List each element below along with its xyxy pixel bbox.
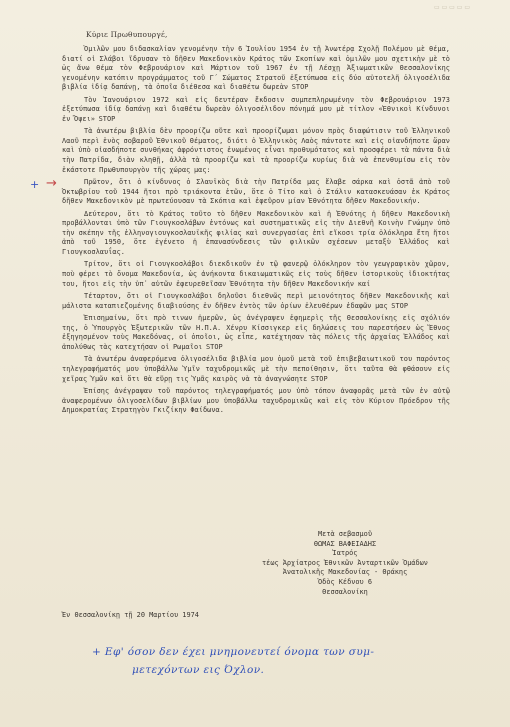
paragraph-6: Τρίτον, ὅτι οἱ Γιουγκοσλάβοι διεκδικοῦν ἐν τῷ φανερῷ ὁλόκληρον τὸν γεωγραφικὸν χῶρον, ποὺ φέρει τὸ ὄνομα Μακεδονία, ὡς ἀνήκοντα δικαιωματικῶς εἰς τοὺς δῆθεν ἱστορικοὺς ἰδιοκτήτας του, ἤτοι εἰς τὴν ὑπ᾽ αὐτῶν ἐφευρεθεῖσαν Ἐθνότητα τὴν δῆθεν Μακεδονικήν καί	[62, 260, 450, 288]
paragraph-8-underlined: Ἐπισημαίνω, ὅτι πρὸ τινων ἡμερῶν, ὡς ἀνέγραψεν ἐφημερὶς τῆς Θεσσαλονίκης εἰς σχόλιόν της, ὁ Ὑπουργὸς Ἐξωτερικῶν τῶν Η.Π.Α. Χένρυ Κίσσιγκερ εἰς δηλώσεις του παρεστήσεν ὡς Ἔθνος ἐξηγησμένον τοὺς Μακεδόνας, οἱ ὁποῖοι, ὡς εἶπε, κατέχτησαν τὰς πόλεις τῆς ἀρχαίας Ἑλλάδος καὶ ἀπολύθως τὰς κατεχτήσαν οἱ Ρωμαῖοι STOP	[62, 314, 450, 351]
handwritten-line-2: μετεχόντων εις Όχλον.	[132, 664, 265, 676]
paragraph-7: Τέταρτον, ὅτι οἱ Γιουγκοσλάβοι δηλοῦσι διεθνῶς περὶ μειονότητος δῆθεν Μακεδονικῆς καὶ μάλιστα καταπιεζομένης διαβιούσης ἐν δῆθεν ἐντὸς τῶν ὁρίων ἐλευθέρων ἐδαφῶν μας STOP	[62, 292, 450, 310]
paragraph-9: Τὰ ἀνωτέρω ἀναφερόμενα ὀλιγοσέλιδα βιβλία μου ὁμοῦ μετὰ τοῦ ἐπιβεβαιωτικοῦ του παρόντος τηλεγραφήματός μου ὑποβάλλω Ὑμῖν ταχυδρομικῶς μὲ τὴν πεποίθησιν, ὅτι ταῦτα θὰ φθάσουν εἰς χεῖρας Ὑμῶν καὶ ὅτι θὰ εὕρῃ τις Ὑμᾶς καιρὸς νὰ τὰ ἀναγνώσητε STOP	[62, 355, 450, 383]
handwritten-line-1: + Εφ' όσον δεν έχει μνημονευτεί όνομα των συμ-	[92, 646, 375, 658]
margin-plus-mark: +	[30, 178, 40, 191]
closing-respect: Μετὰ σεβασμοῦ	[318, 530, 372, 538]
faint-stamp: ▭ ▭ ▭ ▭ ▭	[434, 4, 470, 11]
paragraph-10: Ἐπίσης ἀνέγραψαν τοῦ παρόντος τηλεγραφήματός μου ὑπὸ τόπον ἀναφορᾶς μετὰ τῶν ἐν αὐτῷ ἀναφερομένων ὀλιγοσελίδων βιβλίων μου ὑποβάλλω ταχυδρομικῶς καὶ εἰς τὸν Κύριον Πρόεδρον τῆς Δημοκρατίας Στρατηγὸν Γκιζίκην Φαίδωνα.	[62, 387, 450, 415]
paragraph-3: Τὰ ἀνωτέρω βιβλία δὲν προορίζω οὔτε καὶ προορίζωμαι μόνον πρὸς διαφώτισιν τοῦ Ἑλληνικοῦ Λαοῦ περὶ ἑνὸς σοβαροῦ Ἐθνικοῦ Θέματος, διότι ὁ Ἑλληνικὸς Λαὸς πάντοτε καὶ εἰς οἱανδήποτε ὥραν καὶ ὑπὸ οἱασδήποτε συνθήκας ἀφρόντιστος ἐνωμένος εἶναι προθυμότατος καὶ προσφέρει τὰ πάντα διὰ τὴν Πατρίδα, διὰν κληθῇ, ἀλλὰ τὰ προορίζω καὶ τὰ προορίζω κυρίως διὰ νὰ ἐπενθυμίσω εἰς τὸν ἑκάστοτε Πρωθυπουργὸν τῆς χώρας μας:	[62, 127, 450, 174]
signer-title-2: Ἀνατολικῆς Μακεδονίας - Θράκης	[282, 568, 408, 577]
closing-block	[230, 530, 460, 597]
signer-profession: Ἰατρός	[332, 549, 358, 558]
signer-name: ΘΩΜΑΣ ΒΑΦΕΙΑΔΗΣ	[313, 539, 377, 548]
signer-city: Θεσσαλονίκη	[322, 587, 368, 596]
margin-arrow-icon: →	[46, 176, 57, 191]
signer-address: Ὁδὸς Κέδνου 6	[318, 577, 372, 586]
paragraph-5: Δεύτερον, ὅτι τὸ Κράτος τοῦτο τὸ δῆθεν Μακεδονικὸν καὶ ἡ Ἐθνότης ἡ δῆθεν Μακεδονικὴ προβάλλονται ὑπὸ τῶν Γιουγκοσλάβων ἐντόνως καὶ συστηματικῶς εἰς τὴν Διεθνῆ Κοινὴν Γνώμην ὑπὸ τὴν σκέπην τῆς ἑλληνογιουγκοσλαυϊκῆς φιλίας καὶ συνεργασίας ἐπὶ εἴκοσι τρία ὁλόκληρα ἔτη ἤτοι ἀπὸ τοῦ 1950, ὅτε ἐγένετο ἡ ἐπανασύνδεσις τῶν φιλικῶν σχέσεων μεταξὺ Ἑλλάδος καὶ Γιουγκοσλαυΐας.	[62, 209, 450, 256]
place-date: Ἐν Θεσσαλονίκῃ τῇ 20 Μαρτίου 1974	[62, 611, 199, 619]
paragraph-4: Πρῶτον, ὅτι ὁ κίνδυνος ὁ Σλαυϊκὸς διὰ τὴν Πατρίδα μας ἔλαβε σάρκα καὶ ὀστᾶ ἀπὸ τοῦ Ὀκτωβρίου τοῦ 1944 ἤτοι πρὸ τριάκοντα ἐτῶν, ὅτε ὁ Τίτο καὶ ὁ Στάλιν κατασκευάσαν ἐκ Κράτος δῆθεν Μακεδονικὸν μὲ πρωτεύουσαν τὰ Σκόπια καὶ ἐφεῦρον μίαν Ἐθνότητα δῆθεν Μακεδονικήν.	[62, 178, 450, 206]
salutation: Κύριε Πρωθυπουργέ,	[86, 30, 168, 39]
signer-title-1: τέως Ἀρχίατρος Ἐθνικῶν Ἀνταρτικῶν Ὁμάδων	[262, 558, 428, 567]
paragraph-1: Ὁμιλῶν μου διδασκαλίαν γενομένην τὴν 6 Ἰουλίου 1954 ἐν τῇ Ἀνωτέρᾳ Σχολῇ Πολέμου μὲ θέμα, διατί οἱ Σλάβοι ἵδρυσαν τὸ δῆθεν Μακεδονικὸν Κράτος τῶν Σκοπίων καὶ ὁμιλῶν μου σχετικὴν μὲ τὸ ὡς ἄνω θέμα τὸν Φεβρουάριον καὶ Μάρτιον τοῦ 1967 ἐν τῇ Λέσχῃ Ἀξιωματικῶν Θεσσαλονίκης γενομένην κατόπιν προγράμματος τοῦ Γ΄ Σώματος Στρατοῦ ἐξετύπωσα εἰς δύο αὐτοτελῆ ὀλιγοσέλιδα βιβλία ἰδίᾳ δαπάνῃ, τὰ ὁποῖα διέθεσα καὶ διαθέτω δωρεὰν STOP	[62, 45, 450, 92]
paragraph-2: Τὸν Ἰανουάριον 1972 καὶ εἰς δευτέραν ἔκδοσιν συμπεπληρωμένην τὸν Φεβρουάριον 1973 ἐξετύπωσα ἰδίᾳ δαπάνῃ καὶ διαθέτω δωρεὰν ὀλιγοσέλιδον πόνημά μου μὲ τίτλον «Ἐθνικοὶ Κίνδυνοι ἐν Ὄψει» STOP	[62, 95, 450, 123]
handwritten-note	[92, 643, 452, 679]
